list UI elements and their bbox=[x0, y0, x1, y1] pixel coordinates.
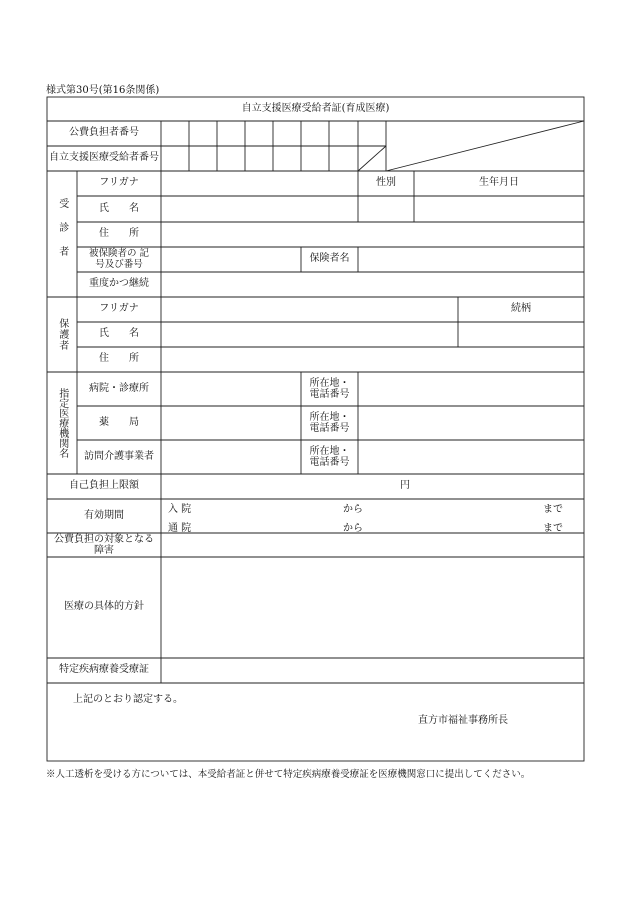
specified-disease-label: 特定疾病療養受療証 bbox=[59, 664, 149, 676]
gender-label: 性別 bbox=[376, 177, 396, 189]
outpatient-from: から bbox=[343, 523, 363, 534]
payer-number-label: 公費負担者番号 bbox=[69, 127, 139, 139]
recipient-group-label bbox=[47, 171, 77, 297]
recipient-number-label: 自立支援医療受給者番号 bbox=[49, 152, 159, 164]
home-care-label: 訪問介護事業者 bbox=[84, 450, 154, 462]
guardian-name-label: 氏 名 bbox=[99, 328, 139, 340]
insured-symbol-line2: 号及び番号 bbox=[95, 258, 143, 270]
outpatient-until: まで bbox=[543, 523, 563, 534]
location-line2: 電話番号 bbox=[309, 457, 350, 468]
location-line1: 所在地・ bbox=[309, 445, 350, 457]
copay-limit-label: 自己負担上限額 bbox=[69, 480, 139, 492]
yen-unit: 円 bbox=[400, 480, 410, 492]
name-label: 氏 名 bbox=[99, 202, 139, 214]
inpatient-from: から bbox=[343, 504, 363, 515]
outpatient-label: 通 院 bbox=[168, 523, 192, 534]
form-id: 様式第30号(第16条関係) bbox=[46, 85, 160, 96]
certificate-title: 自立支援医療受給者証(育成医療) bbox=[241, 102, 390, 114]
issuer-name: 直方市福祉事務所長 bbox=[418, 715, 508, 726]
insurer-name-label: 保険者名 bbox=[309, 253, 350, 265]
certification-text: 上記のとおり認定する。 bbox=[73, 694, 183, 705]
target-disability-line1: 公費負担の対象となる bbox=[54, 533, 154, 545]
target-disability-label bbox=[47, 533, 161, 557]
institution-group-text: 指定医療機関名 bbox=[56, 388, 68, 458]
target-disability-line2: 障害 bbox=[94, 545, 114, 556]
recipient-group-text: 受診者 bbox=[56, 198, 68, 270]
relation-label: 続柄 bbox=[511, 303, 531, 315]
guardian-furigana-label: フリガナ bbox=[99, 303, 139, 315]
inpatient-label: 入 院 bbox=[168, 504, 192, 515]
guardian-address-label: 住 所 bbox=[99, 353, 139, 365]
treatment-policy-label: 医療の具体的方針 bbox=[64, 601, 144, 613]
birthdate-label: 生年月日 bbox=[479, 177, 519, 189]
pharmacy-label: 薬 局 bbox=[99, 416, 139, 428]
inpatient-until: まで bbox=[543, 504, 563, 515]
guardian-group-text: 保護者 bbox=[56, 318, 68, 351]
guardian-group-label bbox=[47, 297, 77, 372]
furigana-label: フリガナ bbox=[99, 177, 139, 189]
location-line2: 電話番号 bbox=[309, 389, 350, 400]
validity-label: 有効期間 bbox=[84, 509, 124, 521]
hospital-label: 病院・診療所 bbox=[89, 382, 149, 394]
location-line1: 所在地・ bbox=[309, 411, 350, 423]
location-line1: 所在地・ bbox=[309, 377, 350, 389]
severe-continuous-label: 重度かつ継続 bbox=[89, 278, 149, 290]
insured-symbol-line1: 被保険者の 記 bbox=[88, 247, 150, 259]
institution-group-label bbox=[47, 372, 77, 474]
location-line2: 電話番号 bbox=[309, 423, 350, 434]
insured-symbol-label bbox=[77, 247, 161, 272]
address-label: 住 所 bbox=[99, 228, 139, 240]
home-care-location-label bbox=[301, 440, 358, 474]
pharmacy-location-label bbox=[301, 406, 358, 440]
hospital-location-label bbox=[301, 372, 358, 406]
footnote: ※人工透析を受ける方については、本受給者証と併せて特定疾病療養受療証を医療機関窓口に提出してください。 bbox=[46, 769, 531, 780]
